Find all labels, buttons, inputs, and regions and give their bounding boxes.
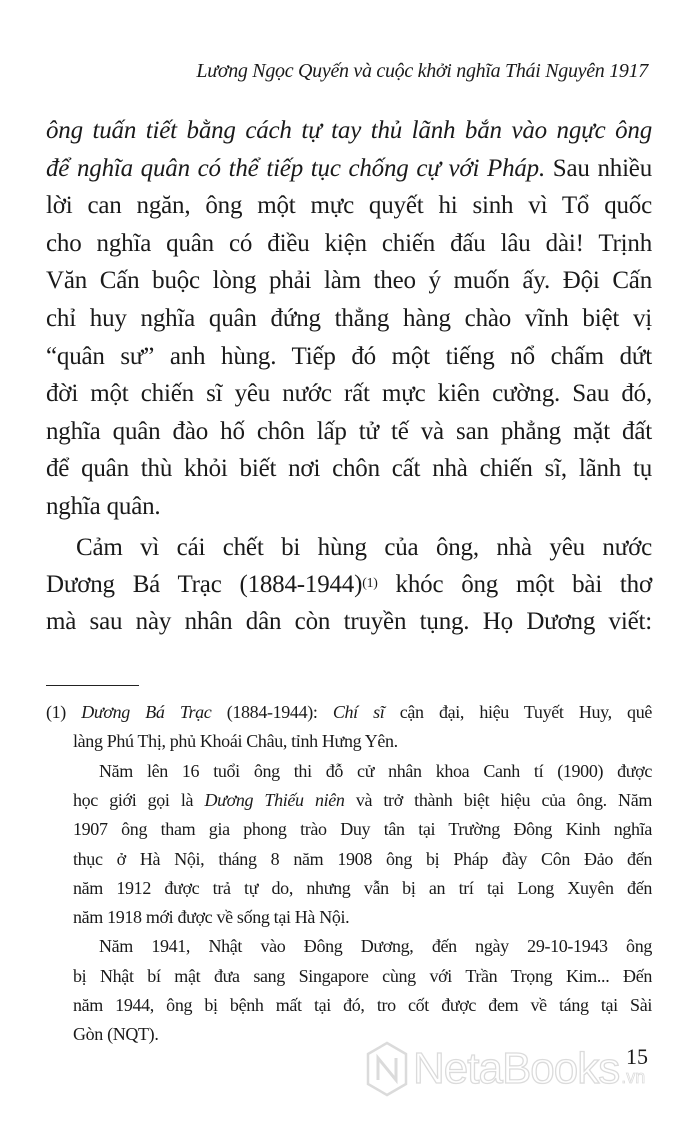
text-line: [46, 454, 652, 484]
text-segment: bị Nhật bí mật đưa sang Singapore cùng với Trần Trọng Kim... Đến: [73, 965, 652, 986]
text-line: [46, 379, 652, 409]
footnote-line: [46, 905, 652, 929]
text-segment: nghĩa quân đào hố chôn lấp tử tế và san phẳng mặt đất: [46, 417, 652, 445]
text-line: [46, 533, 652, 563]
page-number: 15: [626, 1044, 648, 1069]
text-segment: Năm 1941, Nhật vào Đông Dương, đến ngày 29-10-1943 ông: [99, 936, 652, 957]
text-segment: thục ở Hà Nội, tháng 8 năm 1908 ông bị Pháp đày Côn Đảo đến: [73, 848, 652, 869]
footnote-line: [46, 934, 652, 958]
footnote-reference: (1): [362, 575, 378, 590]
text-line: [46, 607, 652, 637]
watermark-brand: NetaBooks: [413, 1044, 620, 1093]
watermark: [365, 1040, 645, 1098]
text-segment: đời một chiến sĩ yêu nước rất mực kiên cường. Sau đó,: [46, 380, 652, 408]
text-segment: “quân sư” anh hùng. Tiếp đó một tiếng nổ chấm dứt: [46, 342, 652, 370]
text-segment: cho nghĩa quân có điều kiện chiến đấu lâu dài! Trịnh: [46, 229, 652, 257]
text-segment: Gòn (NQT).: [73, 1024, 159, 1045]
text-line: [46, 229, 652, 259]
text-line: [46, 191, 652, 221]
text-segment: nghĩa quân.: [46, 493, 161, 520]
text-segment: Văn Cấn buộc lòng phải làm theo ý muốn ấy. Đội Cấn: [46, 267, 652, 295]
text-line: [46, 266, 652, 296]
footnote-line: [46, 964, 652, 988]
text-line: [46, 417, 652, 447]
text-segment: cận đại, hiệu Tuyết Huy, quê: [384, 702, 652, 722]
text-line: [46, 116, 652, 146]
text-segment: làng Phú Thị, phủ Khoái Châu, tỉnh Hưng Yên.: [73, 731, 398, 752]
footnote-line: [46, 847, 652, 871]
text-segment: (1): [46, 702, 82, 722]
text-segment: Dương Bá Trạc: [81, 702, 212, 722]
text-segment: Cảm vì cái chết bi hùng của ông, nhà yêu nước: [76, 534, 652, 561]
text-segment: chỉ huy nghĩa quân đứng thẳng hàng chào vĩnh biệt vị: [46, 305, 652, 332]
text-line: [46, 570, 652, 600]
footnote-line: [46, 729, 652, 753]
text-line: [46, 304, 652, 334]
footnote-divider: [46, 685, 139, 686]
text-segment: khóc ông một bài thơ: [377, 571, 652, 598]
text-segment: để nghĩa quân có thể tiếp tục chống cự với Pháp.: [46, 154, 546, 182]
text-segment: Dương Bá Trạc (1884-1944): [46, 571, 363, 598]
text-segment: mà sau này nhân dân còn truyền tụng. Họ Dương viết:: [46, 608, 652, 635]
footnote-line: [46, 993, 652, 1017]
netabooks-logo-icon: [365, 1040, 409, 1098]
footnote-line: [46, 759, 652, 783]
text-segment: học giới gọi là: [73, 789, 205, 810]
text-segment: (1884-1944):: [211, 702, 333, 722]
text-segment: lời can ngăn, ông một mực quyết hi sinh vì Tổ quốc: [46, 192, 652, 220]
text-line: [46, 492, 652, 522]
footnote-line: [46, 788, 652, 812]
text-line: [46, 342, 652, 372]
running-header: Lương Ngọc Quyến và cuộc khởi nghĩa Thái Nguyên 1917: [196, 60, 648, 82]
text-segment: Năm lên 16 tuổi ông thi đỗ cử nhân khoa Canh tí (1900) được: [99, 760, 652, 781]
text-segment: Sau nhiều: [545, 154, 653, 182]
text-segment: để quân thù khỏi biết nơi chôn cất nhà chiến sĩ, lãnh tụ: [46, 455, 652, 483]
text-segment: Dương Thiếu niên: [204, 789, 345, 810]
text-segment: 1907 ông tham gia phong trào Duy tân tại Trường Đông Kinh nghĩa: [73, 819, 652, 840]
text-segment: Chí sĩ: [332, 702, 385, 722]
text-segment: và trở thành biệt hiệu của ông. Năm: [344, 789, 652, 810]
text-segment: năm 1944, ông bị bệnh mất tại đó, tro cốt được đem về táng tại Sài: [73, 995, 652, 1015]
watermark-tld: .vn: [621, 1066, 646, 1087]
footnote-line: [46, 817, 652, 841]
text-segment: năm 1912 được trả tự do, nhưng vẫn bị an trí tại Long Xuyên đến: [73, 877, 652, 898]
text-segment: năm 1918 mới được về sống tại Hà Nội.: [73, 907, 350, 928]
footnote-line: [46, 876, 652, 900]
text-segment: ông tuấn tiết bằng cách tự tay thủ lãnh bắn vào ngực ông: [46, 117, 652, 144]
footnote-line: [46, 700, 652, 724]
text-line: [46, 154, 652, 184]
